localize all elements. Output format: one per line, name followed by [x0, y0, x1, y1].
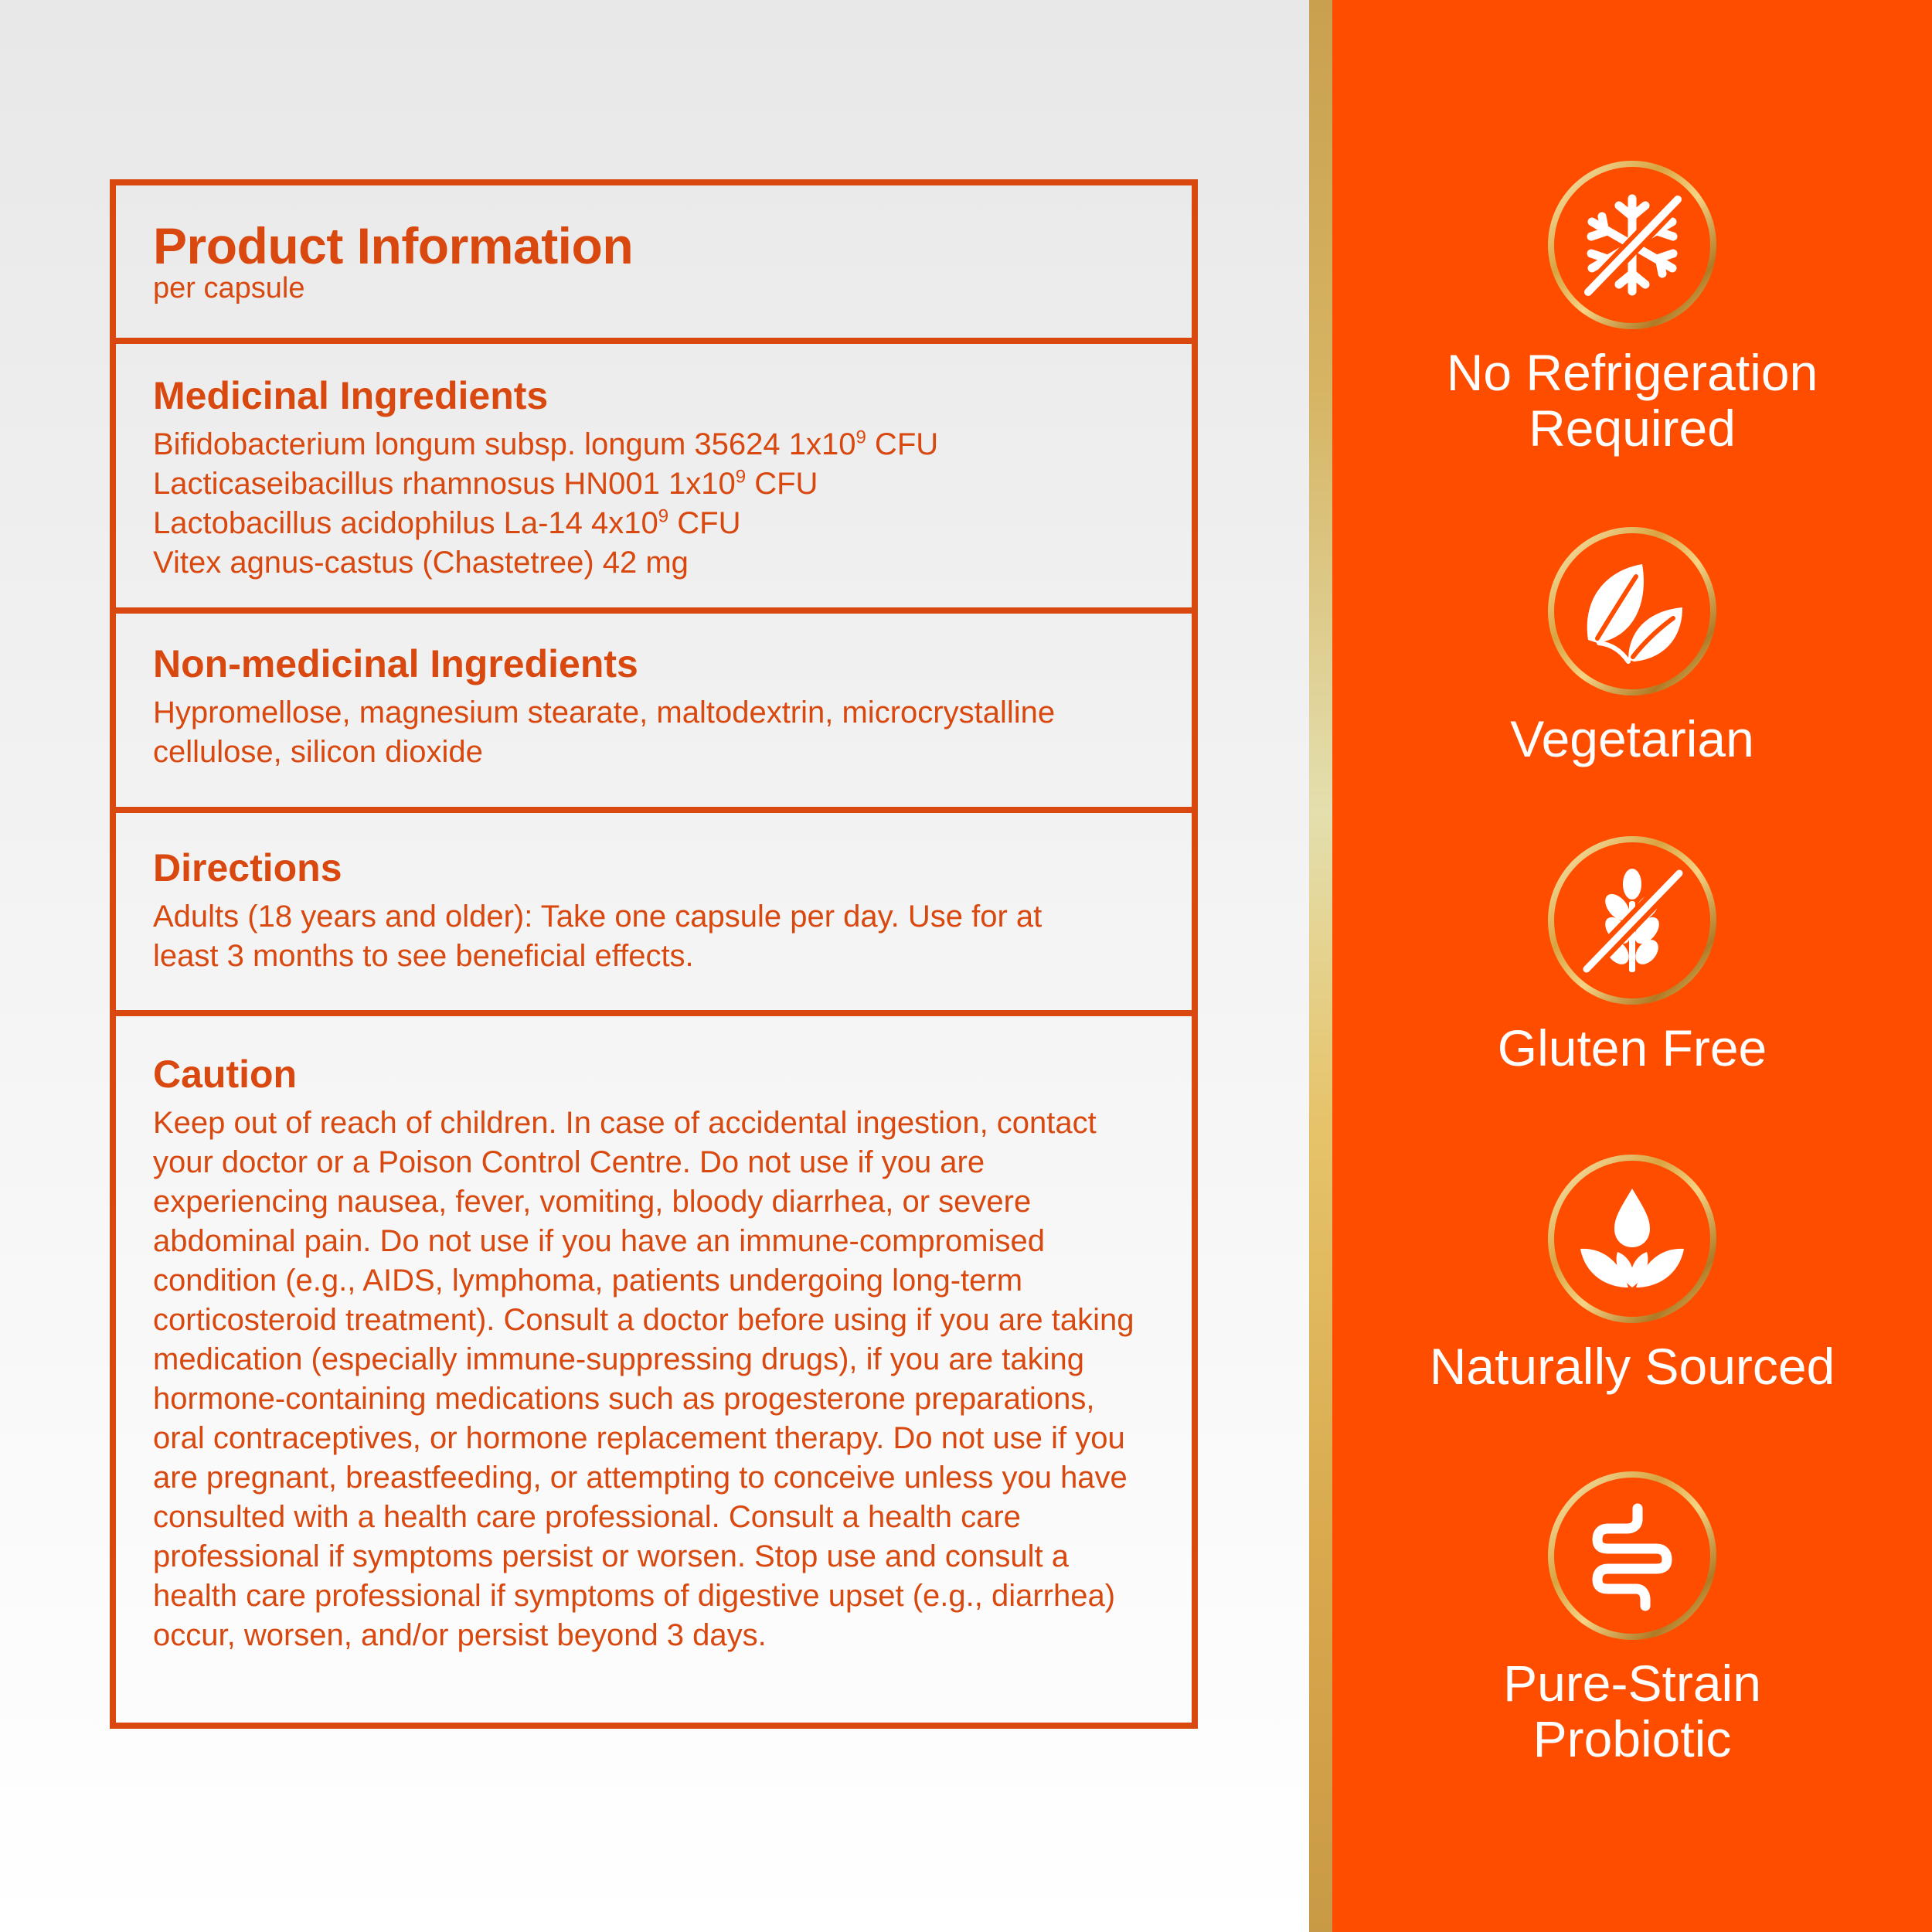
feature-label: Pure-Strain Probiotic — [1503, 1655, 1761, 1767]
feature-gluten-free — [1332, 836, 1932, 1076]
gold-divider — [1309, 0, 1332, 1932]
badge-ring — [1548, 161, 1716, 329]
feature-naturally-sourced — [1332, 1155, 1932, 1394]
badge-ring — [1548, 836, 1716, 1005]
directions-section — [116, 807, 1192, 1010]
non-medicinal-text: Hypromellose, magnesium stearate, maltodextrin, microcrystalline cellulose, silicon dioxide — [153, 696, 1056, 769]
directions-title: Directions — [153, 846, 342, 889]
badge-ring — [1548, 1155, 1716, 1323]
caution-section — [116, 1010, 1192, 1723]
feature-pure-strain-probiotic — [1332, 1471, 1932, 1767]
medicinal-title: Medicinal Ingredients — [153, 374, 549, 417]
feature-label: Gluten Free — [1497, 1019, 1767, 1077]
info-subtitle: per capsule — [153, 272, 305, 305]
info-title: Product Information — [153, 217, 634, 274]
caution-title: Caution — [153, 1053, 298, 1096]
ingredient-item: Vitex agnus-castus (Chastetree) 42 mg — [153, 546, 689, 580]
ingredient-item: Lactobacillus acidophilus La-14 $4x10^9$ CFU — [153, 505, 741, 540]
info-header — [116, 185, 1192, 338]
badge-ring — [1548, 1471, 1716, 1640]
leaf-icon — [1554, 533, 1710, 689]
drop-leaves-icon — [1554, 1161, 1710, 1317]
feature-label: Vegetarian — [1510, 710, 1754, 767]
medicinal-section — [116, 338, 1192, 607]
feature-label: No Refrigeration Required — [1446, 344, 1818, 457]
non-medicinal-section — [116, 607, 1192, 807]
no-snowflake-icon — [1554, 167, 1710, 323]
medicinal-list — [153, 425, 1155, 583]
non-medicinal-title: Non-medicinal Ingredients — [153, 642, 638, 685]
intestine-icon — [1554, 1478, 1710, 1634]
ingredient-item: Lacticaseibacillus rhamnosus HN001 $1x10^9$ CFU — [153, 466, 818, 501]
feature-vegetarian — [1332, 527, 1932, 767]
badge-ring — [1548, 527, 1716, 696]
product-info-box — [110, 179, 1198, 1729]
directions-text: Adults (18 years and older): Take one capsule per day. Use for at least 3 months to see beneficial effects. — [153, 900, 1043, 973]
caution-text: Keep out of reach of children. In case of accidental ingestion, contact your doctor or a Poison Control Centre. Do not use if you are experiencing nausea, fever, vomiting, bloody diarrhea, or severe abdominal pain. Do not use if you have an immune-compromised condition (e.g., AIDS, lymphoma, patients undergoing long-term corticosteroid treatment). Consult a doctor before using if you are taking medication (especially immune-suppressing drugs), if you are taking hormone-containing medications such as progesterone preparations, oral contraceptives, or hormone replacement therapy. Do not use if you are pregnant, breastfeeding, or attempting to conceive unless you have consulted with a health care professional. Consult a health care professional if symptoms persist or worsen. Stop use and consult a health care professional if symptoms of digestive upset (e.g., diarrhea) occur, worsen, and/or persist beyond 3 days. — [153, 1106, 1134, 1652]
ingredient-item: Bifidobacterium longum subsp. longum 35624 $1x10^9$ CFU — [153, 427, 939, 461]
feature-no-refrigeration — [1332, 161, 1932, 456]
no-wheat-icon — [1554, 842, 1710, 998]
feature-label: Naturally Sourced — [1429, 1338, 1835, 1395]
